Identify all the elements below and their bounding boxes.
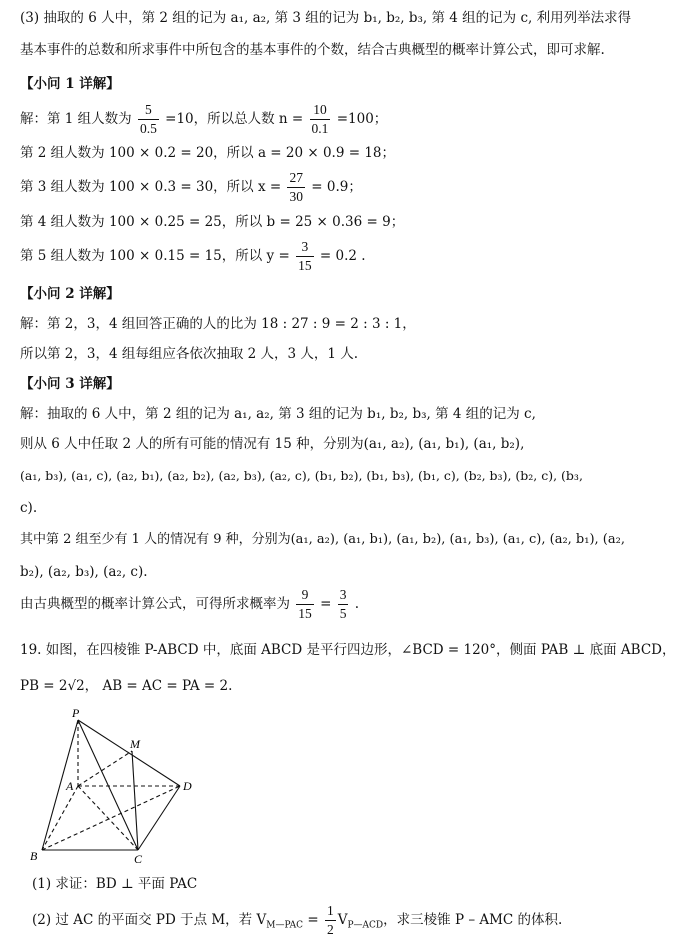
intro-line-2: 基本事件的总数和所求事件中所包含的基本事件的个数，结合古典概型的概率计算公式，即可求解. <box>20 42 605 58</box>
q1-l5-post: = 0.2 . <box>319 248 366 264</box>
q3-l7-post: . <box>354 596 360 612</box>
label-P: P <box>72 706 80 720</box>
fraction-1-over-2 <box>325 902 336 939</box>
fraction-3-over-5 <box>338 586 349 623</box>
volume-subscript-2: P—ACD <box>347 920 384 931</box>
denominator: 2 <box>326 922 334 937</box>
volume-symbol: V <box>337 912 348 928</box>
denominator: 0.1 <box>311 121 329 136</box>
q2-line-1: 解：第 2，3，4 组回答正确的人的比为 18 : 27 : 9 = 2 : 3 : 1， <box>20 316 416 332</box>
q1-line-5 <box>20 237 366 275</box>
q1-l1-text: 解：第 1 组人数为 <box>20 111 132 127</box>
part2-post: ，求三棱锥 P – AMC 的体积. <box>383 912 563 928</box>
q3-l7-text: 由古典概型的概率计算公式，可得所求概率为 <box>20 596 290 612</box>
equals-sign: = <box>303 912 323 928</box>
q3-line-7 <box>20 584 359 624</box>
problem19-part-1: (1) 求证：BD ⊥ 平面 PAC <box>32 876 198 892</box>
problem19-line-2: PB = 2√2， AB = AC = PA = 2. <box>20 678 233 694</box>
problem19-part-2 <box>32 900 562 946</box>
pyramid-figure <box>20 706 220 866</box>
q1-l3-post: = 0.9； <box>311 179 362 195</box>
label-M: M <box>130 737 140 751</box>
q1-l1-mid: =10，所以总人数 n = <box>165 111 304 127</box>
denominator: 30 <box>289 189 303 204</box>
q3-line-1: 解：抽取的 6 人中，第 2 组的记为 a₁, a₂, 第 3 组的记为 b₁, b₂, b₃, 第 4 组的记为 c, <box>20 406 536 422</box>
numerator: 1 <box>325 902 336 921</box>
fraction-3-over-15 <box>296 238 314 275</box>
q3-line-2: 则从 6 人中任取 2 人的所有可能的情况有 15 种，分别为(a₁, a₂), (a₁, b₁), (a₁, b₂), <box>20 436 525 452</box>
fraction-27-over-30 <box>287 169 305 206</box>
numerator: 10 <box>310 101 331 120</box>
q1-line-2: 第 2 组人数为 100 × 0.2 = 20，所以 a = 20 × 0.9 = 18； <box>20 145 396 161</box>
q3-line-6: b₂), (a₂, b₃), (a₂, c). <box>20 564 148 580</box>
fraction-10-over-0.1 <box>310 101 331 138</box>
problem19-line-1: 19. 如图，在四棱锥 P-ABCD 中，底面 ABCD 是平行四边形，∠BCD = 120°，侧面 PAB ⊥ 底面 ABCD， <box>20 642 676 658</box>
q3-heading: 【小问 3 详解】 <box>20 376 120 392</box>
label-B: B <box>30 849 38 863</box>
equals-sign: = <box>320 596 332 612</box>
q1-line-1 <box>20 100 387 138</box>
part2-text: (2) 过 AC 的平面交 PD 于点 M，若 V <box>32 912 267 928</box>
q3-line-3: (a₁, b₃), (a₁, c), (a₂, b₁), (a₂, b₂), (a₂, b₃), (a₂, c), (b₁, b₂), (b₁, b₃), (b₁, c), (b₂, b₃), (b₂, c), (b₃, <box>20 468 583 483</box>
edge-AB <box>42 786 78 850</box>
segment-AC <box>78 786 138 850</box>
intro-line-1: (3) 抽取的 6 人中，第 2 组的记为 a₁, a₂, 第 3 组的记为 b₁, b₂, b₃, 第 4 组的记为 c, 利用列举法求得 <box>20 10 632 26</box>
fraction-9-over-15 <box>296 586 314 623</box>
q1-heading: 【小问 1 详解】 <box>20 76 120 92</box>
denominator: 0.5 <box>139 121 157 136</box>
numerator: 5 <box>138 101 159 120</box>
q1-l3-text: 第 3 组人数为 100 × 0.3 = 30，所以 x = <box>20 179 282 195</box>
denominator: 5 <box>339 606 347 621</box>
segment-AM <box>78 751 132 786</box>
q2-heading: 【小问 2 详解】 <box>20 286 120 302</box>
label-D: D <box>183 779 192 793</box>
numerator: 3 <box>296 238 314 257</box>
q1-l1-post: =100； <box>336 111 388 127</box>
numerator: 27 <box>287 169 305 188</box>
q2-line-2: 所以第 2，3，4 组每组应各依次抽取 2 人，3 人，1 人. <box>20 346 359 362</box>
label-A: A <box>66 779 74 793</box>
q3-line-5: 其中第 2 组至少有 1 人的情况有 9 种，分别为(a₁, a₂), (a₁, b₁), (a₁, b₂), (a₁, b₃), (a₁, c), (a₂, b₁), (a₂, <box>20 532 625 547</box>
q1-line-4: 第 4 组人数为 100 × 0.25 = 25，所以 b = 25 × 0.36 = 9； <box>20 214 405 230</box>
volume-subscript-1: M—PAC <box>266 920 304 931</box>
numerator: 9 <box>296 586 314 605</box>
q1-l5-text: 第 5 组人数为 100 × 0.15 = 15，所以 y = <box>20 248 290 264</box>
segment-MC <box>132 751 138 850</box>
denominator: 15 <box>298 258 312 273</box>
q1-line-3 <box>20 168 362 206</box>
denominator: 15 <box>298 606 312 621</box>
q3-line-4: c). <box>20 500 38 516</box>
numerator: 3 <box>338 586 349 605</box>
label-C: C <box>134 852 143 866</box>
fraction-5-over-0.5 <box>138 101 159 138</box>
